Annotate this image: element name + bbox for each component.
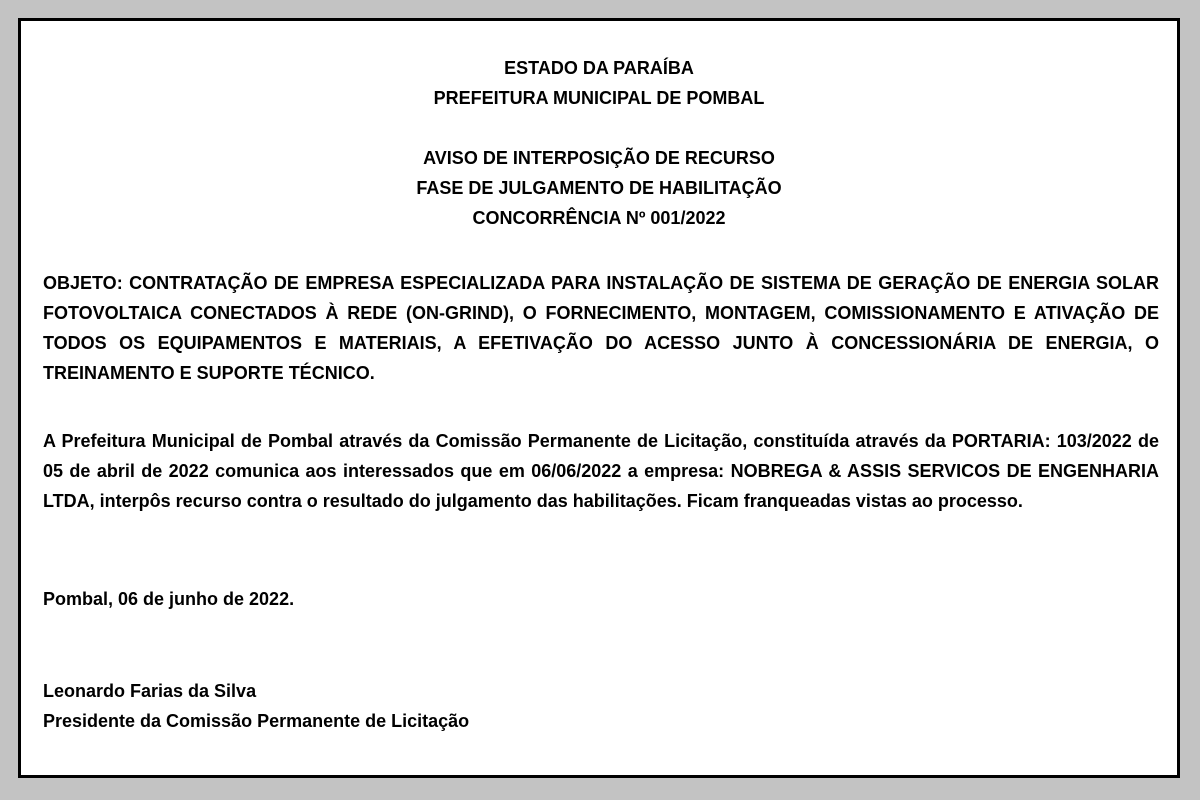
notice-document [18,18,1180,778]
place-and-date: Pombal, 06 de junho de 2022. [43,589,295,609]
body-paragraph: A Prefeitura Municipal de Pombal através da Comissão Permanente de Licitação, constituída através da PORTARIA: 103/2022 de 05 de abril de 2022 comunica aos interessados que em 06/06/2022 a empresa: NOBREGA & ASSIS SERVICOS DE ENGENHARIA LTDA, interpôs recurso contra o resultado do julgamento das habilitações. Ficam franqueadas vistas ao processo. [43,431,1159,511]
title-line-2: FASE DE JULGAMENTO DE HABILITAÇÃO [416,178,782,198]
title-line-3: CONCORRÊNCIA Nº 001/2022 [472,208,726,228]
document-header [21,53,1177,113]
city-hall-name: PREFEITURA MUNICIPAL DE POMBAL [433,88,765,108]
signatory-name: Leonardo Farias da Silva [43,681,257,701]
title-line-1: AVISO DE INTERPOSIÇÃO DE RECURSO [423,148,775,168]
object-paragraph: OBJETO: CONTRATAÇÃO DE EMPRESA ESPECIALIZADA PARA INSTALAÇÃO DE SISTEMA DE GERAÇÃO DE ENERGIA SOLAR FOTOVOLTAICA CONECTADOS À REDE (ON-GRIND), O FORNECIMENTO, MONTAGEM, COMISSIONAMENTO E ATIVAÇÃO DE TODOS OS EQUIPAMENTOS E MATERIAIS, A EFETIVAÇÃO DO ACESSO JUNTO À CONCESSIONÁRIA DE ENERGIA, O TREINAMENTO E SUPORTE TÉCNICO. [43,273,1159,383]
state-name: ESTADO DA PARAÍBA [504,58,694,78]
document-title [21,143,1177,233]
signature-block [43,676,1159,736]
signatory-role: Presidente da Comissão Permanente de Licitação [43,711,470,731]
